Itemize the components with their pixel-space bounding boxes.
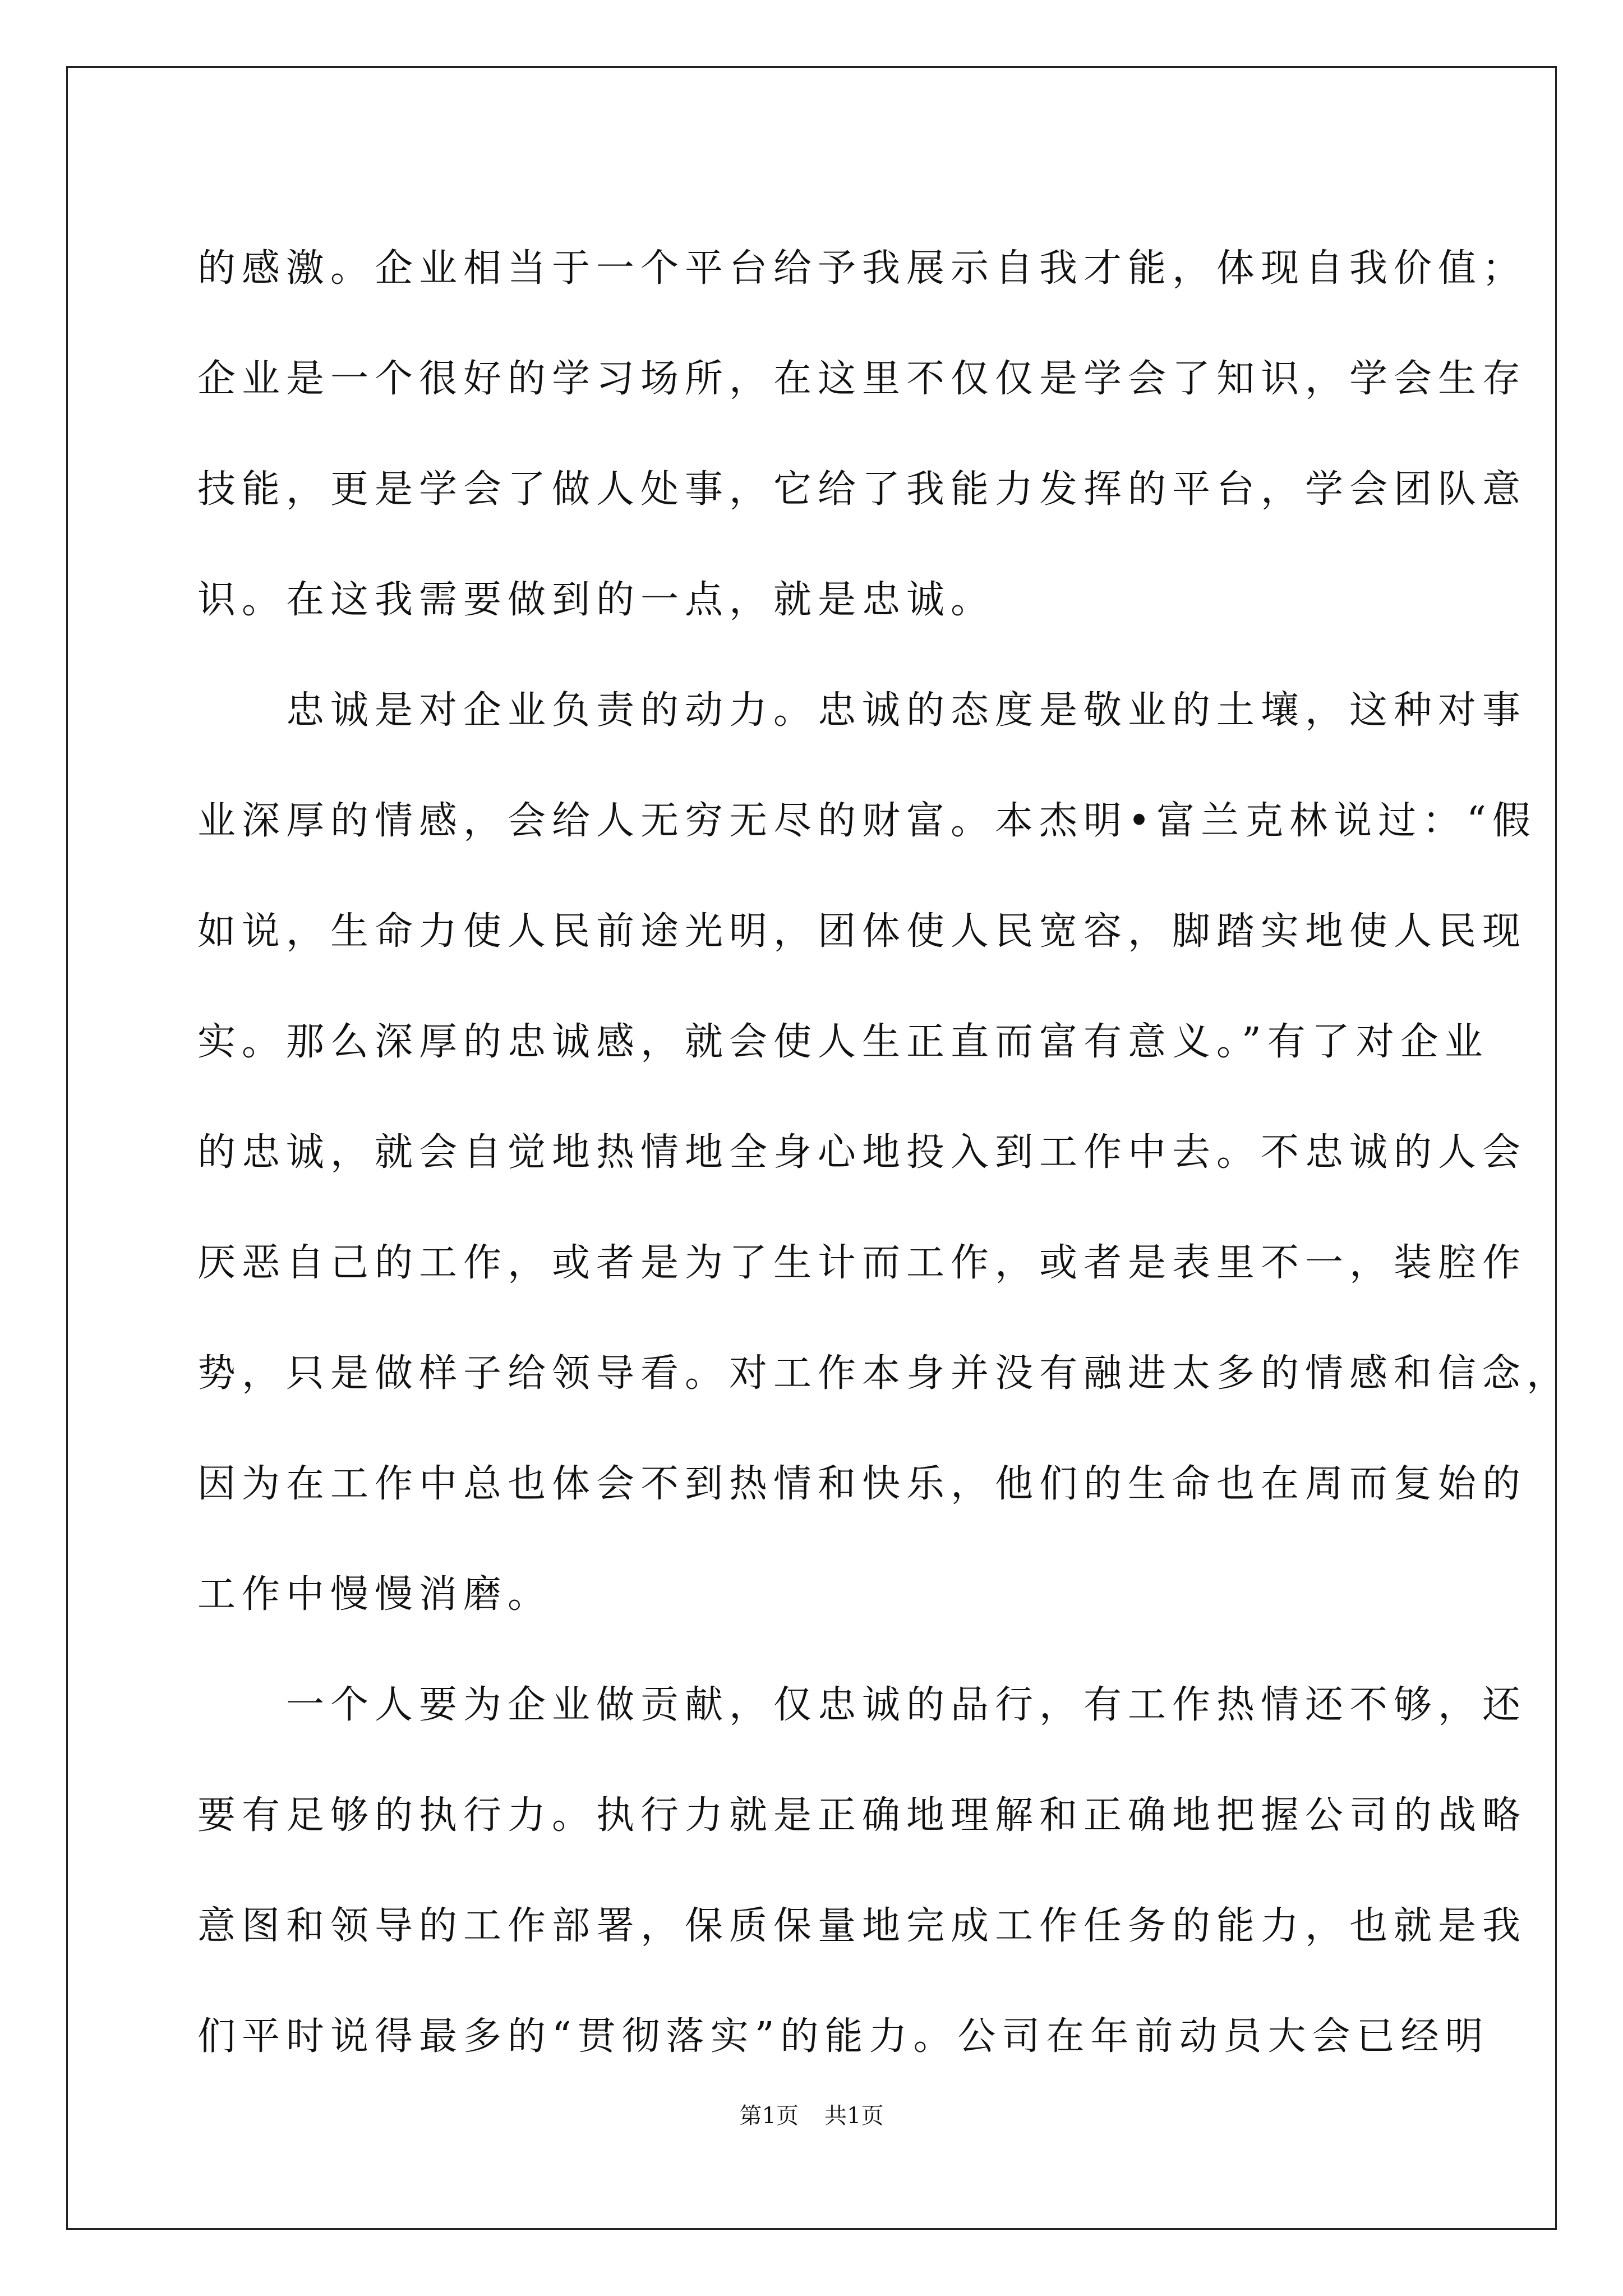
page-footer [0, 2098, 1623, 2130]
text-line: 技能，更是学会了做人处事，它给了我能力发挥的平台，学会团队意 [197, 467, 1527, 512]
page-number: 第1页 [739, 2103, 799, 2129]
text-line: 识。在这我需要做到的一点，就是忠诚。 [197, 578, 995, 622]
text-line: 的感激。企业相当于一个平台给予我展示自我才能，体现自我价值； [197, 246, 1527, 291]
text-line: 工作中慢慢消磨。 [197, 1572, 552, 1617]
text-line: 意图和领导的工作部署，保质保量地完成工作任务的能力，也就是我 [197, 1904, 1527, 1948]
text-line: 实。那么深厚的忠诚感，就会使人生正直而富有意义。”有了对企业 [197, 1020, 1489, 1064]
paragraph-3 [197, 1650, 1527, 2092]
text-line: 如说，生命力使人民前途光明，团体使人民宽容，脚踏实地使人民现 [197, 909, 1527, 954]
text-line-indented: 一个人要为企业做贡献，仅忠诚的品行，有工作热情还不够，还 [286, 1683, 1527, 1727]
text-line: 势，只是做样子给领导看。对工作本身并没有融进太多的情感和信念， [197, 1351, 1571, 1396]
paragraph-2 [197, 655, 1571, 1650]
text-line: 要有足够的执行力。执行力就是正确地理解和正确地把握公司的战略 [197, 1793, 1527, 1838]
text-line: 们平时说得最多的“贯彻落实”的能力。公司在年前动员大会已经明 [197, 2014, 1490, 2059]
page-total: 共1页 [824, 2103, 884, 2129]
text-line: 因为在工作中总也体会不到热情和快乐，他们的生命也在周而复始的 [197, 1462, 1527, 1506]
text-line: 企业是一个很好的学习场所，在这里不仅仅是学会了知识，学会生存 [197, 357, 1527, 401]
text-line: 的忠诚，就会自觉地热情地全身心地投入到工作中去。不忠诚的人会 [197, 1130, 1527, 1175]
paragraph-1 [197, 213, 1527, 655]
text-line-indented: 忠诚是对企业负责的动力。忠诚的态度是敬业的土壤，这种对事 [286, 688, 1527, 733]
document-body [197, 213, 1571, 2092]
text-line: 业深厚的情感，会给人无穷无尽的财富。本杰明•富兰克林说过：“假 [197, 799, 1537, 843]
text-line: 厌恶自己的工作，或者是为了生计而工作，或者是表里不一，装腔作 [197, 1241, 1527, 1285]
